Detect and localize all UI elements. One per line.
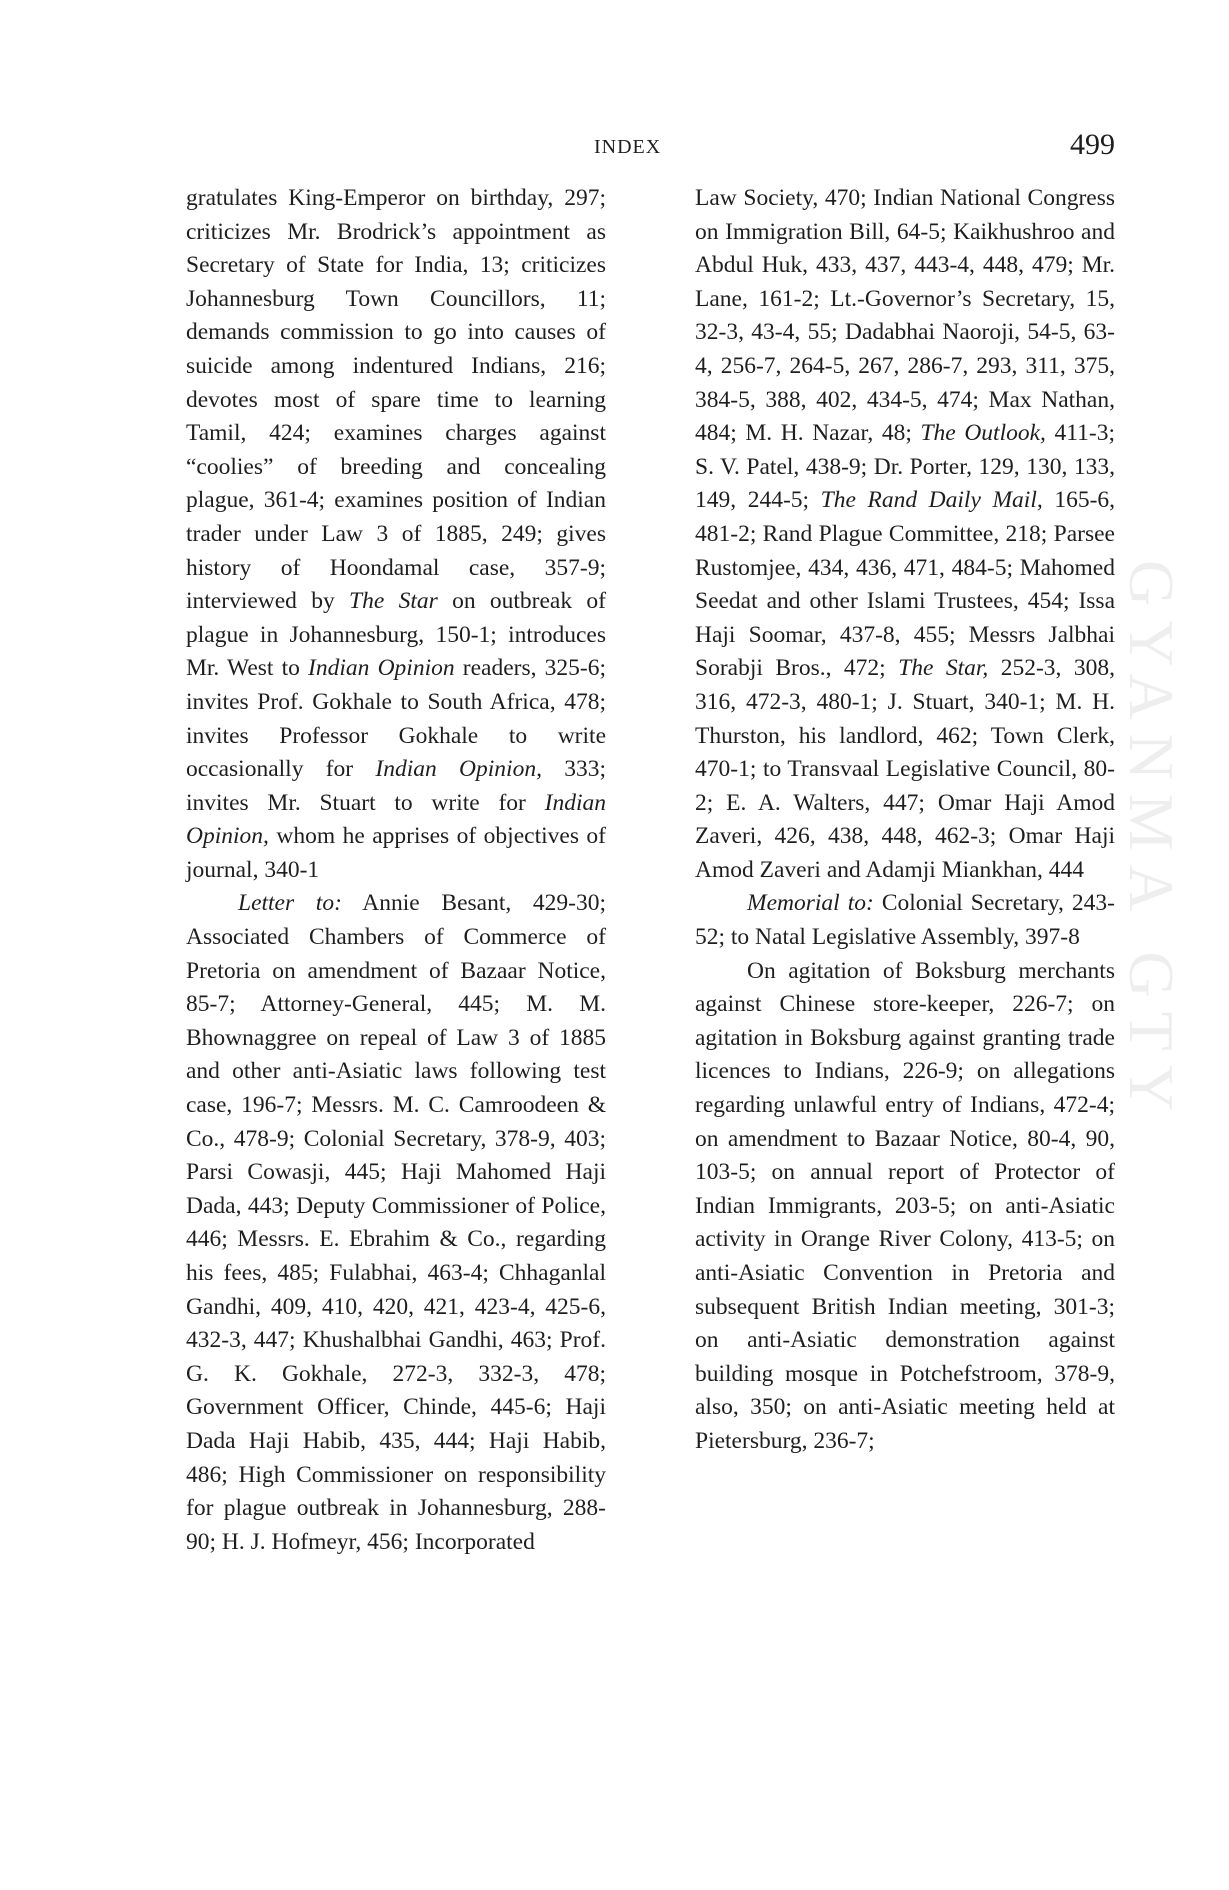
publication-title: Indian Opinion, xyxy=(375,756,542,783)
index-column-left xyxy=(186,182,606,1559)
index-column-right xyxy=(695,182,1115,1459)
subentry-label: Memorial to: xyxy=(747,890,874,917)
subentry-label: Letter to: xyxy=(238,890,342,917)
watermark: GYANMA GTY xyxy=(1116,560,1187,1125)
index-subentry-memorial: Memorial to: Colonial Secretary, 243-52; to Natal Legislative Assembly, 397-8 xyxy=(695,890,1115,951)
publication-title: The Outlook, xyxy=(920,420,1046,447)
index-entry-continuation: gratulates King-Emperor on birthday, 297; criticizes Mr. Brodrick’s appointment as Secretary of State for India, 13; criticizes Johannesburg Town Councillors, 11; demands commission to go into causes of suicide among indentured Indians, 216; devotes most of spare time to learning Tamil, 424; examines charges against “coolies” of breeding and concealing plague, 361-4; examines position of Indian trader under Law 3 of 1885, 249; gives history of Hoondamal case, 357-9; interviewed by The Star on outbreak of plague in Johannesburg, 150-1; introduces Mr. West to Indian Opinion readers, 325-6; invites Prof. Gokhale to South Africa, 478; invites Professor Gokhale to write occasionally for Indian Opinion, 333; invites Mr. Stuart to write for Indian Opinion, whom he apprises of objectives of journal, 340-1 xyxy=(186,185,607,883)
publication-title: The Star xyxy=(349,588,438,615)
publication-title: Indian Opinion, xyxy=(186,789,606,850)
publication-title: Indian Opinion xyxy=(308,655,455,682)
publication-title: The Star, xyxy=(898,655,989,682)
publication-title: The Rand Daily Mail, xyxy=(820,487,1043,514)
index-entry-continuation: Law Society, 470; Indian National Congress on Immigration Bill, 64-5; Kaikhushroo and Abdul Huk, 433, 437, 443-4, 448, 479; Mr. Lane, 161-2; Lt.-Governor’s Secretary, 15, 32-3, 43-4, 55; Dadabhai Naoroji, 54-5, 63-4, 256-7, 264-5, 267, 286-7, 293, 311, 375, 384-5, 388, 402, 434-5, 474; Max Nathan, 484; M. H. Nazar, 48; The Outlook, 411-3; S. V. Patel, 438-9; Dr. Porter, 129, 130, 133, 149, 244-5; The Rand Daily Mail, 165-6, 481-2; Rand Plague Committee, 218; Parsee Rustomjee, 434, 436, 471, 484-5; Mahomed Seedat and other Islami Trustees, 454; Issa Haji Soomar, 437-8, 455; Messrs Jalbhai Sorabji Bros., 472; The Star, 252-3, 308, 316, 472-3, 480-1; J. Stuart, 340-1; M. H. Thurston, his landlord, 462; Town Clerk, 470-1; to Transvaal Legislative Council, 80-2; E. A. Walters, 447; Omar Haji Amod Zaveri, 426, 438, 448, 462-3; Omar Haji Amod Zaveri and Adamji Miankhan, 444 xyxy=(695,185,1116,883)
running-head: INDEX xyxy=(594,136,662,158)
index-subentry-letters: Letter to: Annie Besant, 429-30; Associated Chambers of Commerce of Pretoria on amendment of Bazaar Notice, 85-7; Attorney-General, 445; M. M. Bhownaggree on repeal of Law 3 of 1885 and other anti-Asiatic laws following test case, 196-7; Messrs. M. C. Camroodeen & Co., 478-9; Colonial Secretary, 378-9, 403; Parsi Cowasji, 445; Haji Mahomed Haji Dada, 443; Deputy Commissioner of Police, 446; Messrs. E. Ebrahim & Co., regarding his fees, 485; Fulabhai, 463-4; Chhaganlal Gandhi, 409, 410, 420, 421, 423-4, 425-6, 432-3, 447; Khushalbhai Gandhi, 463; Prof. G. K. Gokhale, 272-3, 332-3, 478; Government Officer, Chinde, 445-6; Haji Dada Haji Habib, 435, 444; Haji Habib, 486; High Commissioner on responsibility for plague outbreak in Johannesburg, 288-90; H. J. Hofmeyr, 456; Incorporated xyxy=(186,890,606,1555)
index-subentry-on: On agitation of Boksburg merchants against Chinese store-keeper, 226-7; on agitation in Boksburg against granting trade licences to Indians, 226-9; on allegations regarding unlawful entry of Indians, 472-4; on amendment to Bazaar Notice, 80-4, 90, 103-5; on annual report of Protector of Indian Immigrants, 203-5; on anti-Asiatic activity in Orange River Colony, 413-5; on anti-Asiatic Convention in Pretoria and subsequent British Indian meeting, 301-3; on anti-Asiatic demonstration against building mosque in Potchefstroom, 378-9, also, 350; on anti-Asiatic meeting held at Pietersburg, 236-7; xyxy=(695,957,1115,1454)
page-number: 499 xyxy=(1070,128,1115,161)
page-header xyxy=(0,128,1229,168)
